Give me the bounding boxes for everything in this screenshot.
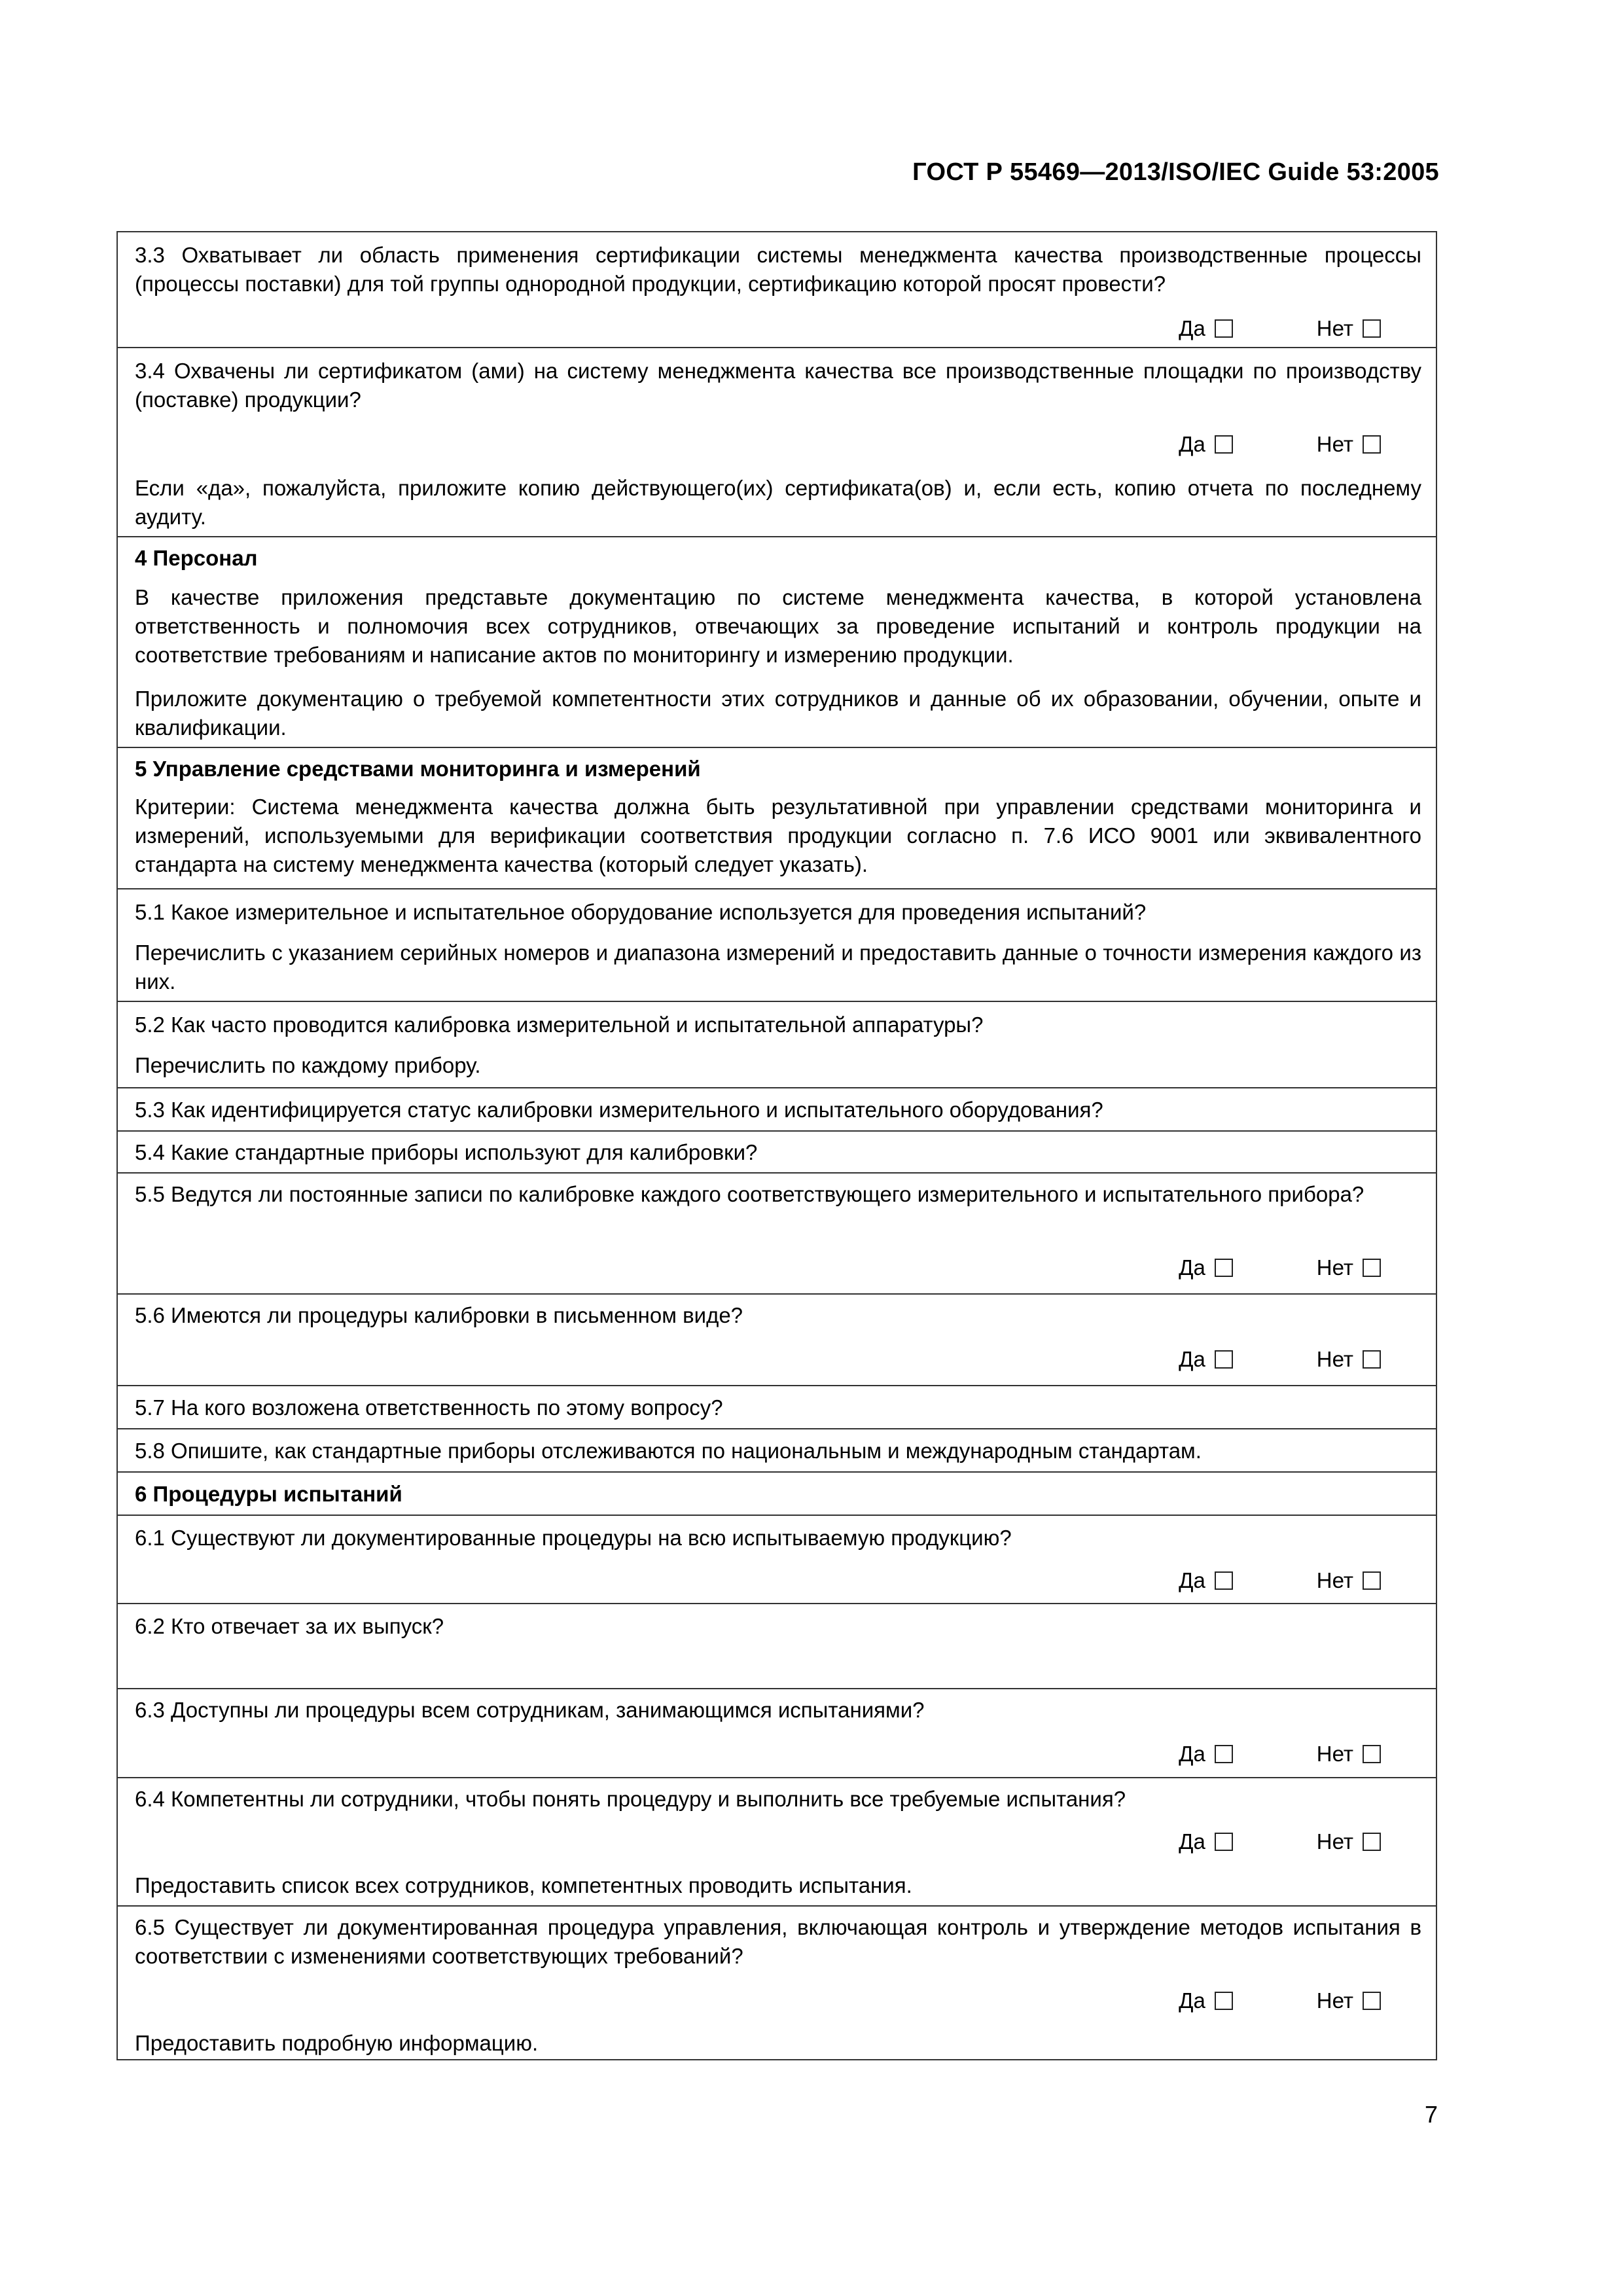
yes-checkbox[interactable] [1215, 1992, 1233, 2010]
no-label: Нет [1316, 1742, 1353, 1766]
no-checkbox[interactable] [1363, 1259, 1381, 1277]
no-label: Нет [1316, 432, 1353, 456]
row-6-1 [118, 1516, 1436, 1604]
section-heading-4: 4 Персонал [135, 546, 258, 570]
no-checkbox[interactable] [1363, 1745, 1381, 1763]
yes-label: Да [1179, 1742, 1205, 1766]
yes-no-6-1 [1179, 1568, 1381, 1594]
yes-no-3-3 [1179, 315, 1381, 342]
yes-no-5-6 [1179, 1346, 1381, 1372]
no-label: Нет [1316, 316, 1353, 340]
question-5-6: 5.6 Имеются ли процедуры калибровки в письменном виде? [135, 1303, 743, 1327]
section-4-paragraph-1: В качестве приложения представьте документацию по системе менеджмента качества, в которой установлена ответственность и полномочия всех сотрудников, отвечающих за проведение испытаний и контроль продукции на соответствие требованиям и написание актов по мониторингу и измерению продукции. [135, 585, 1421, 667]
question-6-1: 6.1 Существуют ли документированные процедуры на всю испытываемую продукцию? [135, 1526, 1012, 1550]
no-checkbox[interactable] [1363, 435, 1381, 454]
row-3-3 [118, 232, 1436, 348]
section-6-test-procedures [118, 1473, 1436, 1516]
row-5-4 [118, 1132, 1436, 1174]
row-5-7 [118, 1386, 1436, 1429]
no-checkbox[interactable] [1363, 1571, 1381, 1590]
yes-checkbox[interactable] [1215, 1259, 1233, 1277]
row-3-4 [118, 348, 1436, 537]
row-6-5 [118, 1907, 1436, 2062]
section-heading-5: 5 Управление средствами мониторинга и измерений [135, 757, 701, 781]
question-5-4: 5.4 Какие стандартные приборы используют для калибровки? [135, 1140, 758, 1164]
no-checkbox[interactable] [1363, 1350, 1381, 1369]
yes-checkbox[interactable] [1215, 1745, 1233, 1763]
question-5-3: 5.3 Как идентифицируется статус калибровки измерительного и испытательного оборудования? [135, 1098, 1103, 1122]
question-5-2: 5.2 Как часто проводится калибровка измерительной и испытательной аппаратуры? [135, 1013, 984, 1037]
yes-checkbox[interactable] [1215, 435, 1233, 454]
note-5-1: Перечислить с указанием серийных номеров и диапазона измерений и предоставить данные о точности измерения каждого из них. [135, 941, 1421, 994]
yes-no-6-4 [1179, 1829, 1381, 1855]
no-label: Нет [1316, 1255, 1353, 1280]
no-label: Нет [1316, 1347, 1353, 1371]
question-6-3: 6.3 Доступны ли процедуры всем сотрудникам, занимающимся испытаниями? [135, 1698, 925, 1722]
row-5-3 [118, 1088, 1436, 1132]
note-3-4: Если «да», пожалуйста, приложите копию действующего(их) сертификата(ов) и, если есть, копию отчета по последнему аудиту. [135, 476, 1421, 529]
yes-label: Да [1179, 1829, 1205, 1854]
no-checkbox[interactable] [1363, 1992, 1381, 2010]
question-5-8: 5.8 Опишите, как стандартные приборы отслеживаются по национальным и международным стандартам. [135, 1439, 1202, 1463]
question-6-4: 6.4 Компетентны ли сотрудники, чтобы понять процедуру и выполнить все требуемые испытания? [135, 1787, 1126, 1811]
question-5-5: 5.5 Ведутся ли постоянные записи по калибровке каждого соответствующего измерительного и испытательного прибора? [135, 1182, 1364, 1206]
yes-checkbox[interactable] [1215, 1350, 1233, 1369]
question-5-7: 5.7 На кого возложена ответственность по этому вопросу? [135, 1395, 723, 1420]
row-5-1 [118, 889, 1436, 1002]
note-6-5: Предоставить подробную информацию. [135, 2031, 539, 2055]
row-5-8 [118, 1429, 1436, 1473]
row-5-6 [118, 1295, 1436, 1386]
row-6-2 [118, 1604, 1436, 1689]
yes-no-5-5 [1179, 1255, 1381, 1281]
page-number: 7 [1424, 2101, 1438, 2128]
section-5-monitoring [118, 748, 1436, 889]
question-3-3: 3.3 Охватывает ли область применения сертификации системы менеджмента качества производственные процессы (процессы поставки) для той группы однородной продукции, сертификацию которой просят провести? [135, 243, 1421, 296]
question-5-1: 5.1 Какое измерительное и испытательное оборудование используется для проведения испытаний? [135, 900, 1147, 924]
questionnaire-table [116, 231, 1437, 2060]
yes-label: Да [1179, 1255, 1205, 1280]
yes-checkbox[interactable] [1215, 1833, 1233, 1851]
yes-label: Да [1179, 1568, 1205, 1592]
yes-label: Да [1179, 1347, 1205, 1371]
yes-checkbox[interactable] [1215, 319, 1233, 338]
row-5-5 [118, 1174, 1436, 1295]
no-label: Нет [1316, 1988, 1353, 2013]
section-heading-6: 6 Процедуры испытаний [135, 1482, 402, 1506]
row-6-4 [118, 1778, 1436, 1907]
yes-checkbox[interactable] [1215, 1571, 1233, 1590]
question-3-4: 3.4 Охвачены ли сертификатом (ами) на систему менеджмента качества все производственные площадки по производству (поставке) продукции? [135, 359, 1421, 412]
note-6-4: Предоставить список всех сотрудников, компетентных проводить испытания. [135, 1873, 912, 1897]
yes-no-6-5 [1179, 1988, 1381, 2014]
note-5-2: Перечислить по каждому прибору. [135, 1053, 481, 1077]
yes-label: Да [1179, 432, 1205, 456]
question-6-2: 6.2 Кто отвечает за их выпуск? [135, 1614, 444, 1638]
no-label: Нет [1316, 1568, 1353, 1592]
section-4-paragraph-2: Приложите документацию о требуемой компетентности этих сотрудников и данные об их образовании, обучении, опыте и квалификации. [135, 687, 1421, 740]
no-label: Нет [1316, 1829, 1353, 1854]
row-6-3 [118, 1689, 1436, 1778]
row-5-2 [118, 1002, 1436, 1088]
yes-no-6-3 [1179, 1741, 1381, 1767]
document-header: ГОСТ Р 55469—2013/ISO/IEC Guide 53:2005 [912, 158, 1439, 186]
yes-no-3-4 [1179, 431, 1381, 457]
question-6-5: 6.5 Существует ли документированная процедура управления, включающая контроль и утверждение методов испытания в соответствии с изменениями соответствующих требований? [135, 1915, 1421, 1968]
no-checkbox[interactable] [1363, 1833, 1381, 1851]
section-4-personnel [118, 537, 1436, 748]
no-checkbox[interactable] [1363, 319, 1381, 338]
section-5-criteria: Критерии: Система менеджмента качества должна быть результативной при управлении средствами мониторинга и измерений, используемыми для верификации соответствия продукции согласно п. 7.6 ИСО 9001 или эквивалентного стандарта на систему менеджмента качества (который следует указать). [135, 795, 1421, 876]
yes-label: Да [1179, 1988, 1205, 2013]
yes-label: Да [1179, 316, 1205, 340]
